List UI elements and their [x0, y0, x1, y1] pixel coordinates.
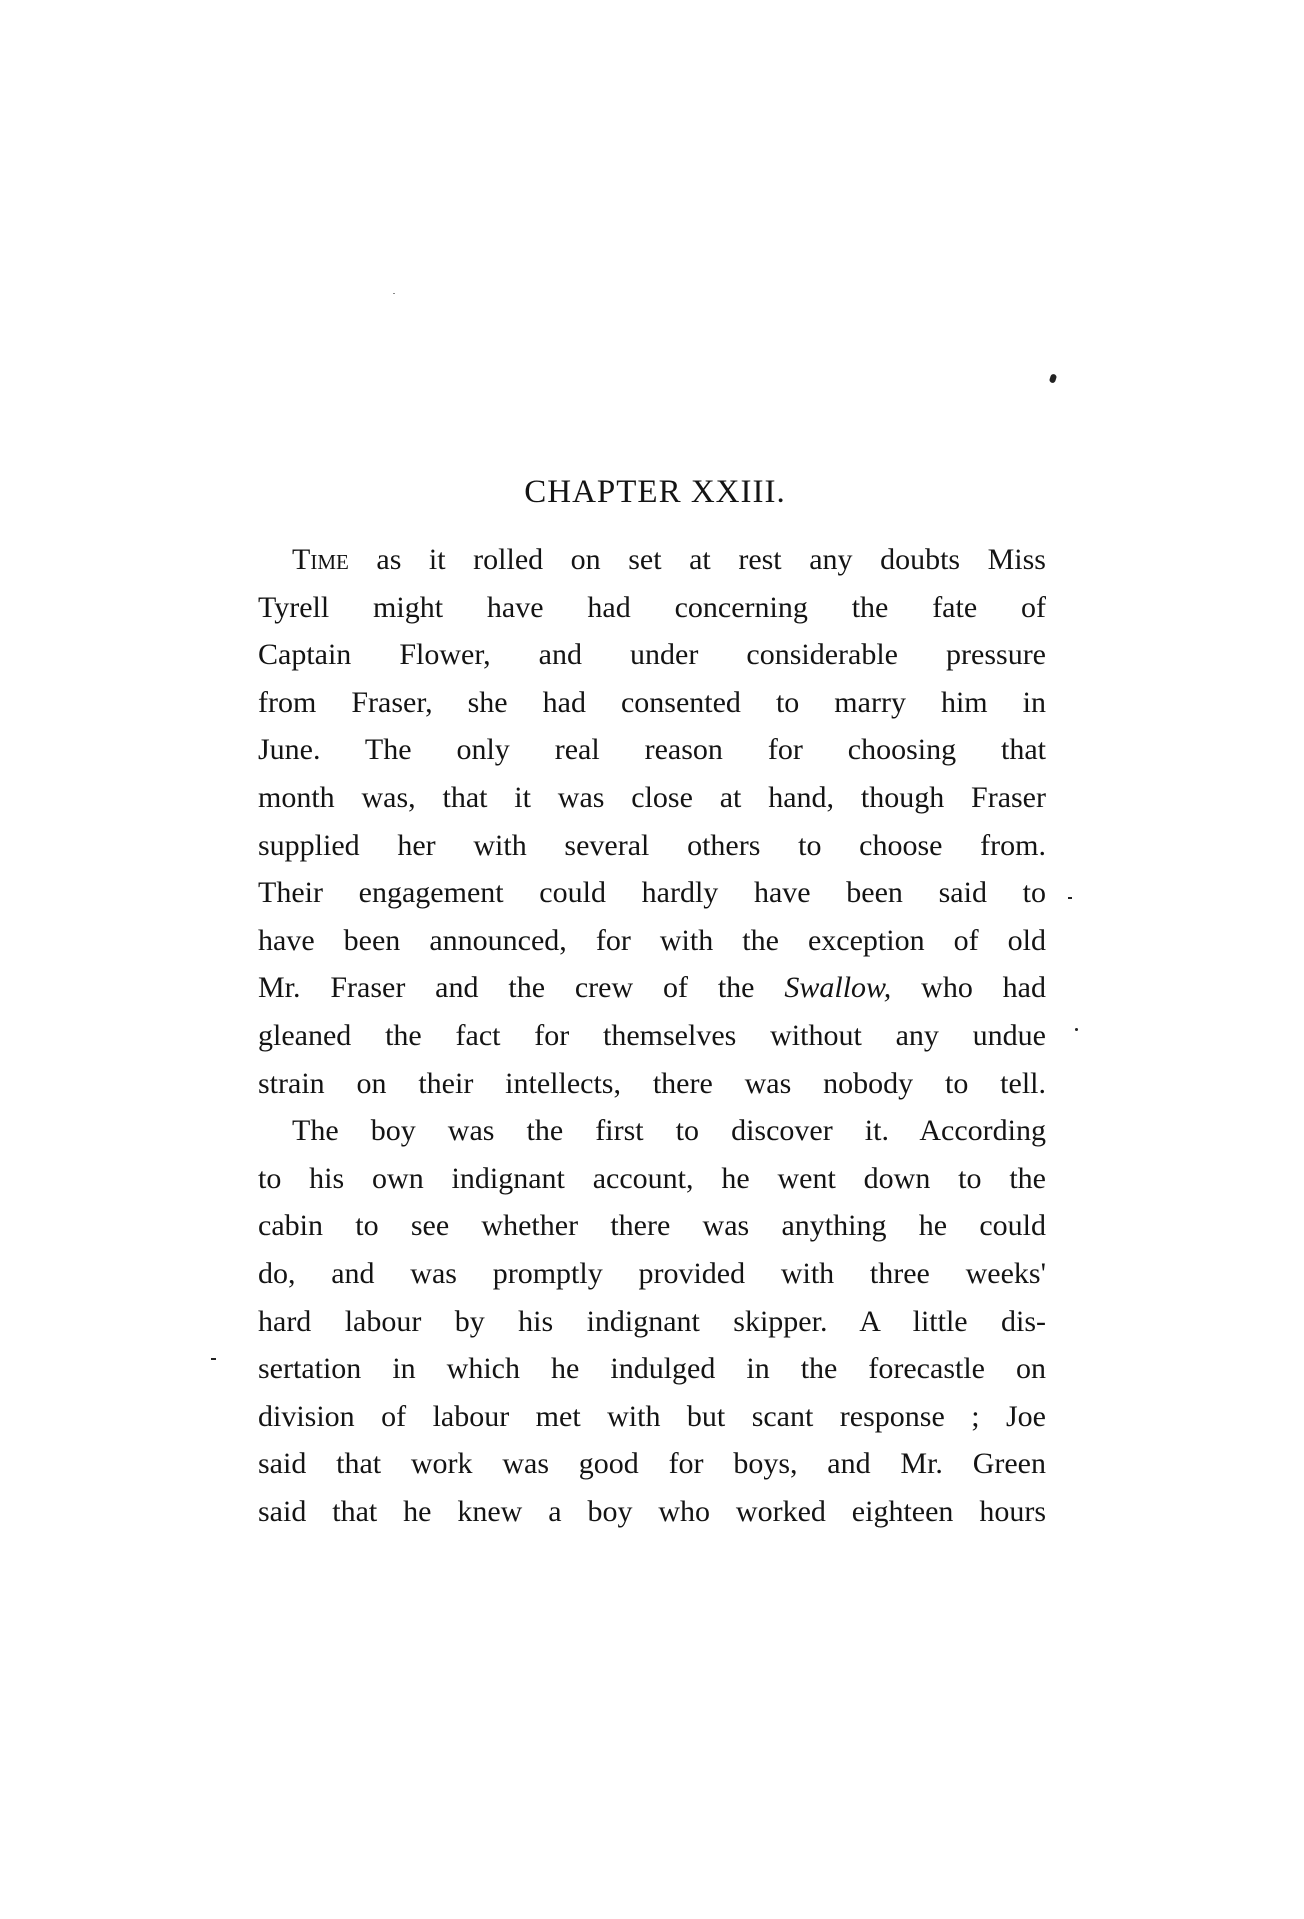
text-line: strain on their intellects, there was nobody to tell.	[258, 1066, 1046, 1100]
text-line: cabin to see whether there was anything he could	[258, 1209, 1046, 1243]
text-line: division of labour met with but scant response ; Joe	[258, 1399, 1046, 1433]
text-line: said that he knew a boy who worked eighteen hours	[258, 1494, 1046, 1528]
text-line: gleaned the fact for themselves without any undue	[258, 1018, 1046, 1052]
text-line: said that work was good for boys, and Mr. Green	[258, 1447, 1046, 1481]
text-fragment: Mr. Fraser and the crew of the	[258, 971, 785, 1005]
text-line: from Fraser, she had consented to marry him in	[258, 685, 1046, 719]
text-line: do, and was promptly provided with three weeks'	[258, 1256, 1046, 1290]
body-text	[258, 536, 1046, 1535]
scan-speck	[393, 293, 395, 294]
text-line: month was, that it was close at hand, though Fraser	[258, 780, 1046, 814]
margin-mark	[1068, 897, 1072, 899]
text-line: The boy was the first to discover it. According	[292, 1114, 1046, 1148]
text-line	[258, 536, 1046, 584]
ship-name: Swallow,	[784, 971, 892, 1005]
margin-mark	[1075, 1028, 1078, 1031]
text-line	[258, 964, 1046, 1012]
text-line: Captain Flower, and under considerable pressure	[258, 638, 1046, 672]
text-line: to his own indignant account, he went down to the	[258, 1161, 1046, 1195]
text-line: have been announced, for with the exception of old	[258, 923, 1046, 957]
ink-blot	[1049, 373, 1057, 383]
text-line: June. The only real reason for choosing that	[258, 733, 1046, 767]
paragraph	[258, 536, 1046, 1107]
text-fragment: who had	[891, 971, 1046, 1005]
margin-mark	[211, 1358, 216, 1360]
text-line: Tyrell might have had concerning the fate of	[258, 590, 1046, 624]
text-line: Their engagement could hardly have been said to	[258, 876, 1046, 910]
small-caps-lead: Time	[292, 543, 349, 576]
text-line: sertation in which he indulged in the forecastle on	[258, 1352, 1046, 1386]
text-fragment: as it rolled on set at rest any doubts Miss	[348, 543, 1046, 576]
text-line: supplied her with several others to choose from.	[258, 828, 1046, 862]
paragraph	[258, 1107, 1046, 1535]
chapter-heading: CHAPTER XXIII.	[524, 474, 786, 510]
text-line: hard labour by his indignant skipper. A little dis-	[258, 1304, 1046, 1338]
